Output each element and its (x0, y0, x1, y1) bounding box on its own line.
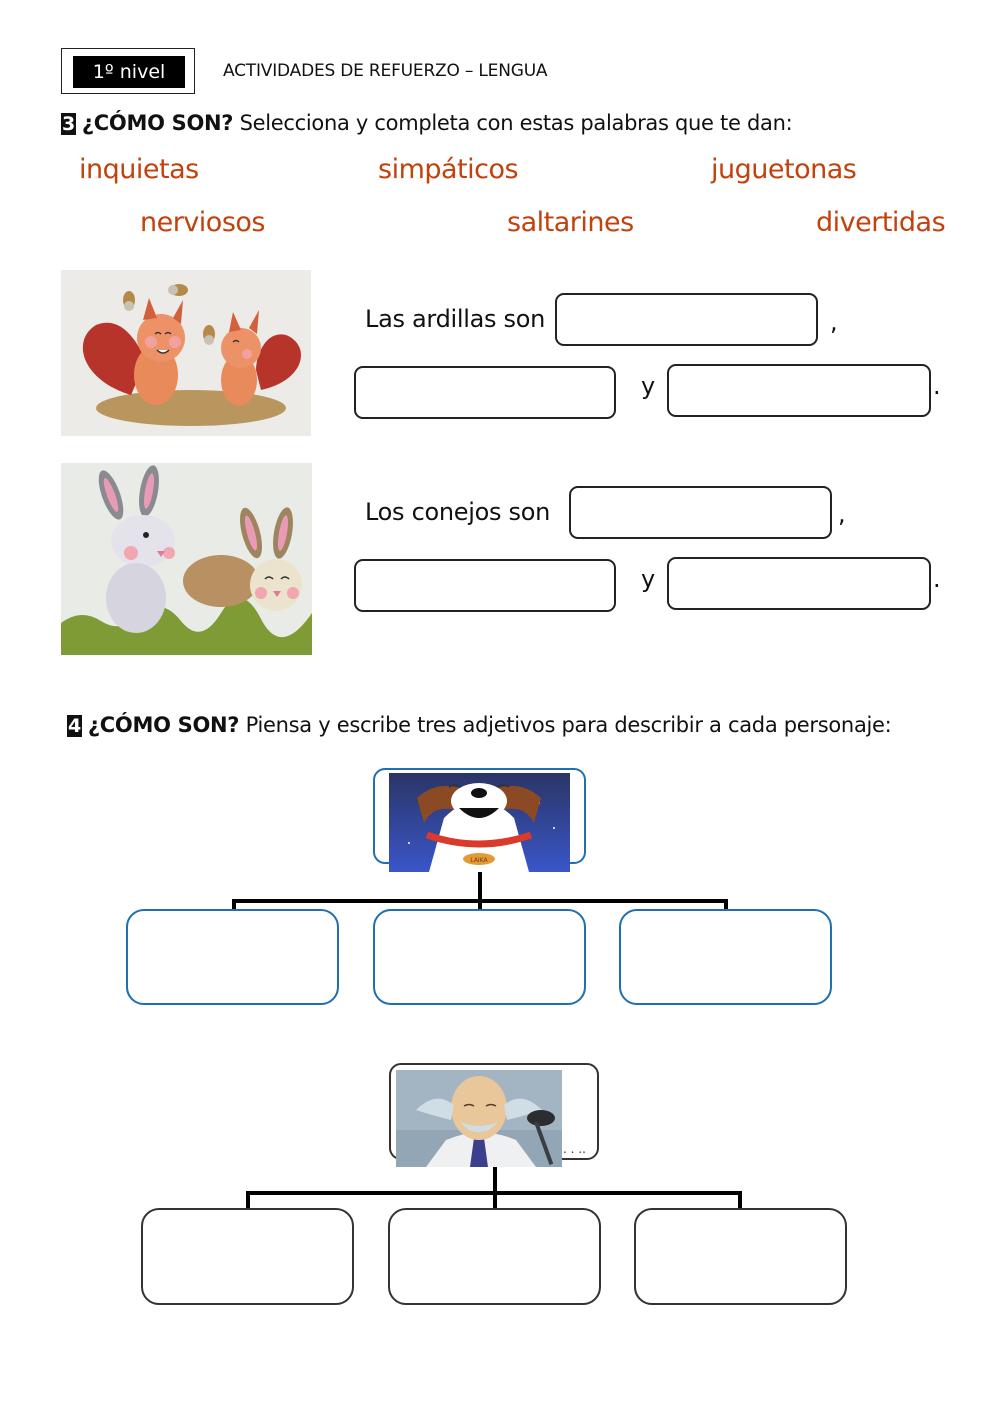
answer-input[interactable] (555, 293, 818, 346)
rabbits-illustration (61, 463, 312, 655)
period: . (933, 565, 941, 593)
word-bank-item[interactable]: inquietas (79, 154, 199, 185)
answer-input[interactable] (667, 557, 931, 610)
adjective-input[interactable] (373, 909, 586, 1005)
adjective-input[interactable] (141, 1208, 354, 1305)
exercise-title: ¿CÓMO SON? (87, 713, 240, 737)
comma: , (838, 500, 846, 528)
trailing-dots: . . .. (563, 1142, 586, 1156)
squirrels-illustration (61, 270, 311, 436)
exercise-instruction: Piensa y escribe tres adjetivos para describir a cada personaje: (245, 713, 892, 737)
word-bank-item[interactable]: divertidas (816, 207, 946, 238)
sentence-prompt: Los conejos son (365, 498, 551, 526)
dog-laika-picture (389, 773, 570, 872)
answer-input[interactable] (667, 364, 931, 417)
adjective-input[interactable] (634, 1208, 847, 1305)
word-bank-item[interactable]: nerviosos (140, 207, 265, 238)
exercise-title: ¿CÓMO SON? (81, 111, 234, 135)
adjective-input[interactable] (619, 909, 832, 1005)
answer-input[interactable] (354, 559, 616, 612)
word-bank-item[interactable]: simpáticos (378, 154, 519, 185)
word-bank-item[interactable]: saltarines (507, 207, 634, 238)
tree-connector (493, 1191, 497, 1209)
dog-tag: LAIKA (470, 857, 488, 864)
period: . (933, 372, 941, 400)
old-scientist-picture (396, 1070, 562, 1167)
adjective-input[interactable] (388, 1208, 601, 1305)
exercise-3-heading (61, 111, 792, 135)
exercise-number: 3 (62, 113, 75, 135)
exercise-instruction: Selecciona y completa con estas palabras que te dan: (239, 111, 793, 135)
adjective-input[interactable] (126, 909, 339, 1005)
exercise-number: 4 (68, 715, 81, 737)
conjunction: y (641, 565, 655, 593)
comma: , (830, 308, 838, 336)
tree-connector (246, 1191, 250, 1209)
tree-connector (478, 872, 482, 902)
level-badge: 1º nivel (73, 56, 185, 88)
worksheet-title: ACTIVIDADES DE REFUERZO – LENGUA (223, 61, 548, 81)
word-bank-item[interactable]: juguetonas (711, 154, 857, 185)
answer-input[interactable] (569, 486, 832, 539)
answer-input[interactable] (354, 366, 616, 419)
exercise-4-heading (67, 713, 891, 737)
conjunction: y (641, 372, 655, 400)
tree-connector (738, 1191, 742, 1209)
sentence-prompt: Las ardillas son (365, 305, 546, 333)
